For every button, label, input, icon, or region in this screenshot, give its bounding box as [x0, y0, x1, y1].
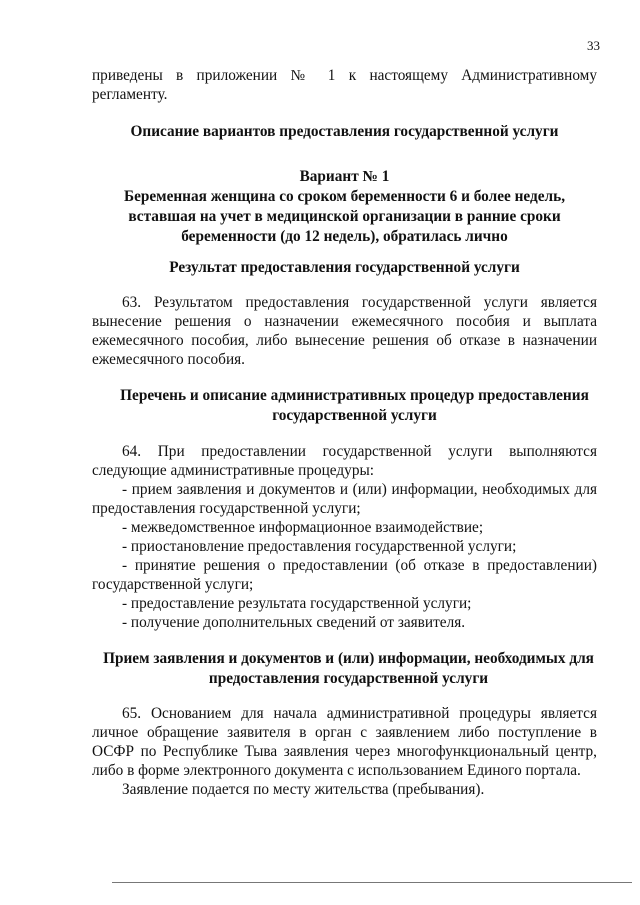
paragraph-65-main: 65. Основанием для начала административной процедуры является личное обращение заявителя в орган с заявлением либо поступление в ОСФР по Республике Тыва заявления через многофункциональный центр, либо в форме электронного документа с использованием Единого портала.: [92, 705, 597, 779]
paragraph-65: [92, 704, 597, 799]
paragraph-65-note: Заявление подается по месту жительства (пребывания).: [122, 781, 485, 798]
intro-paragraph: приведены в приложении № 1 к настоящему Административному регламенту.: [92, 67, 597, 103]
document-page: [92, 0, 600, 905]
heading-reception: Прием заявления и документов и (или) информации, необходимых для предоставления государственной услуги: [103, 650, 594, 687]
procedure-item: - прием заявления и документов и (или) информации, необходимых для предоставления государственной услуги;: [92, 481, 597, 517]
procedure-item: - приостановление предоставления государственной услуги;: [122, 538, 517, 555]
variant-title: Вариант № 1: [299, 168, 390, 185]
variant-block: [92, 167, 597, 247]
procedure-item: - принятие решения о предоставлении (об отказе в предоставлении) государственной услуги;: [92, 557, 597, 593]
paragraph-63: 63. Результатом предоставления государственной услуги является вынесение решения о назначении ежемесячного пособия и выплата ежемесячного пособия, либо вынесение решения об отказе в назначении ежемесячного пособия.: [92, 294, 597, 368]
procedure-item: - предоставление результата государственной услуги;: [122, 595, 472, 612]
procedure-item: - получение дополнительных сведений от заявителя.: [122, 614, 466, 631]
paragraph-64-intro: 64. При предоставлении государственной услуги выполняются следующие административные процедуры:: [92, 443, 597, 479]
heading-result: Результат предоставления государственной услуги: [169, 259, 520, 276]
paragraph-64: [92, 442, 597, 632]
heading-variants: Описание вариантов предоставления государственной услуги: [130, 123, 559, 140]
footer-divider: [112, 882, 632, 883]
page-number: 33: [587, 38, 600, 53]
procedure-item: - межведомственное информационное взаимодействие;: [122, 519, 484, 536]
variant-description: Беременная женщина со сроком беременности 6 и более недель, вставшая на учет в медицинской организации в ранние сроки беременности (до 12 недель), обратилась лично: [123, 188, 566, 245]
heading-procedures: Перечень и описание административных процедур предоставления государственной услуги: [120, 387, 589, 424]
